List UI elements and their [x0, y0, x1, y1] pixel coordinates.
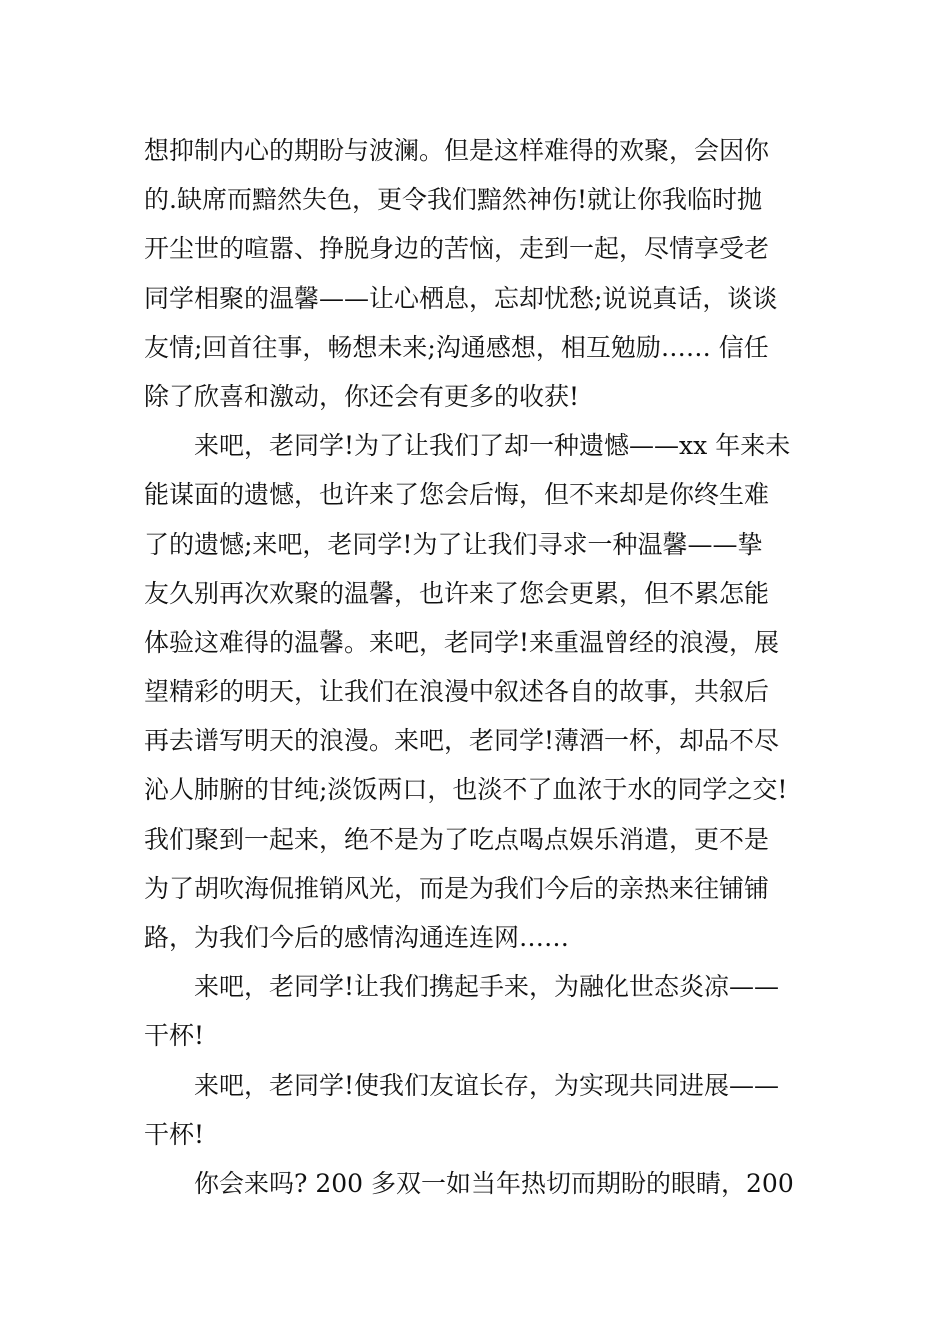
text-line: 来吧，老同学!使我们友谊长存，为实现共同进展—— — [194, 1070, 780, 1100]
text-line: 的.缺席而黯然失色，更令我们黯然神伤!就让你我临时抛 — [144, 185, 762, 215]
text-line: 沁人肺腑的甘纯;淡饭两口，也淡不了血浓于水的同学之交! — [144, 775, 788, 805]
text-line: 友久别再次欢聚的温馨，也许来了您会更累，但不累怎能 — [144, 578, 770, 608]
text-line: 再去谱写明天的浪漫。来吧，老同学!薄酒一杯，却品不尽 — [144, 726, 780, 756]
text-line: 开尘世的喧嚣、挣脱身边的苦恼，走到一起，尽情享受老 — [144, 234, 770, 264]
text-line: 干杯! — [144, 1119, 205, 1149]
text-line: 为了胡吹海侃推销风光，而是为我们今后的亲热来往铺铺 — [144, 873, 770, 903]
text-line: 干杯! — [144, 1021, 205, 1051]
text-line: 了的遗憾;来吧，老同学!为了让我们寻求一种温馨——挚 — [144, 529, 763, 559]
text-line: 除了欣喜和激动，你还会有更多的收获! — [144, 381, 580, 411]
text-line: 同学相聚的温馨——让心栖息，忘却忧愁;说说真话，谈谈 — [144, 283, 778, 313]
text-line: 来吧，老同学!让我们携起手来，为融化世态炎凉—— — [194, 972, 780, 1002]
text-line: 你会来吗? 200 多双一如当年热切而期盼的眼睛，200 — [194, 1168, 794, 1198]
body-text — [144, 126, 844, 1208]
text-line: 我们聚到一起来，绝不是为了吃点喝点娱乐消遣，更不是 — [144, 824, 770, 854]
text-line: 来吧，老同学!为了让我们了却一种遗憾——xx 年来未 — [194, 431, 791, 461]
text-line: 能谋面的遗憾，也许来了您会后悔，但不来却是你终生难 — [144, 480, 770, 510]
text-line: 友情;回首往事，畅想未来;沟通感想，相互勉励…… 信任 — [144, 332, 769, 362]
text-line: 路，为我们今后的感情沟通连连网…… — [144, 923, 570, 952]
text-line: 体验这难得的温馨。来吧，老同学!来重温曾经的浪漫，展 — [144, 627, 780, 657]
text-line: 望精彩的明天，让我们在浪漫中叙述各自的故事，共叙后 — [144, 677, 770, 707]
text-line: 想抑制内心的期盼与波澜。但是这样难得的欢聚，会因你 — [144, 136, 770, 165]
